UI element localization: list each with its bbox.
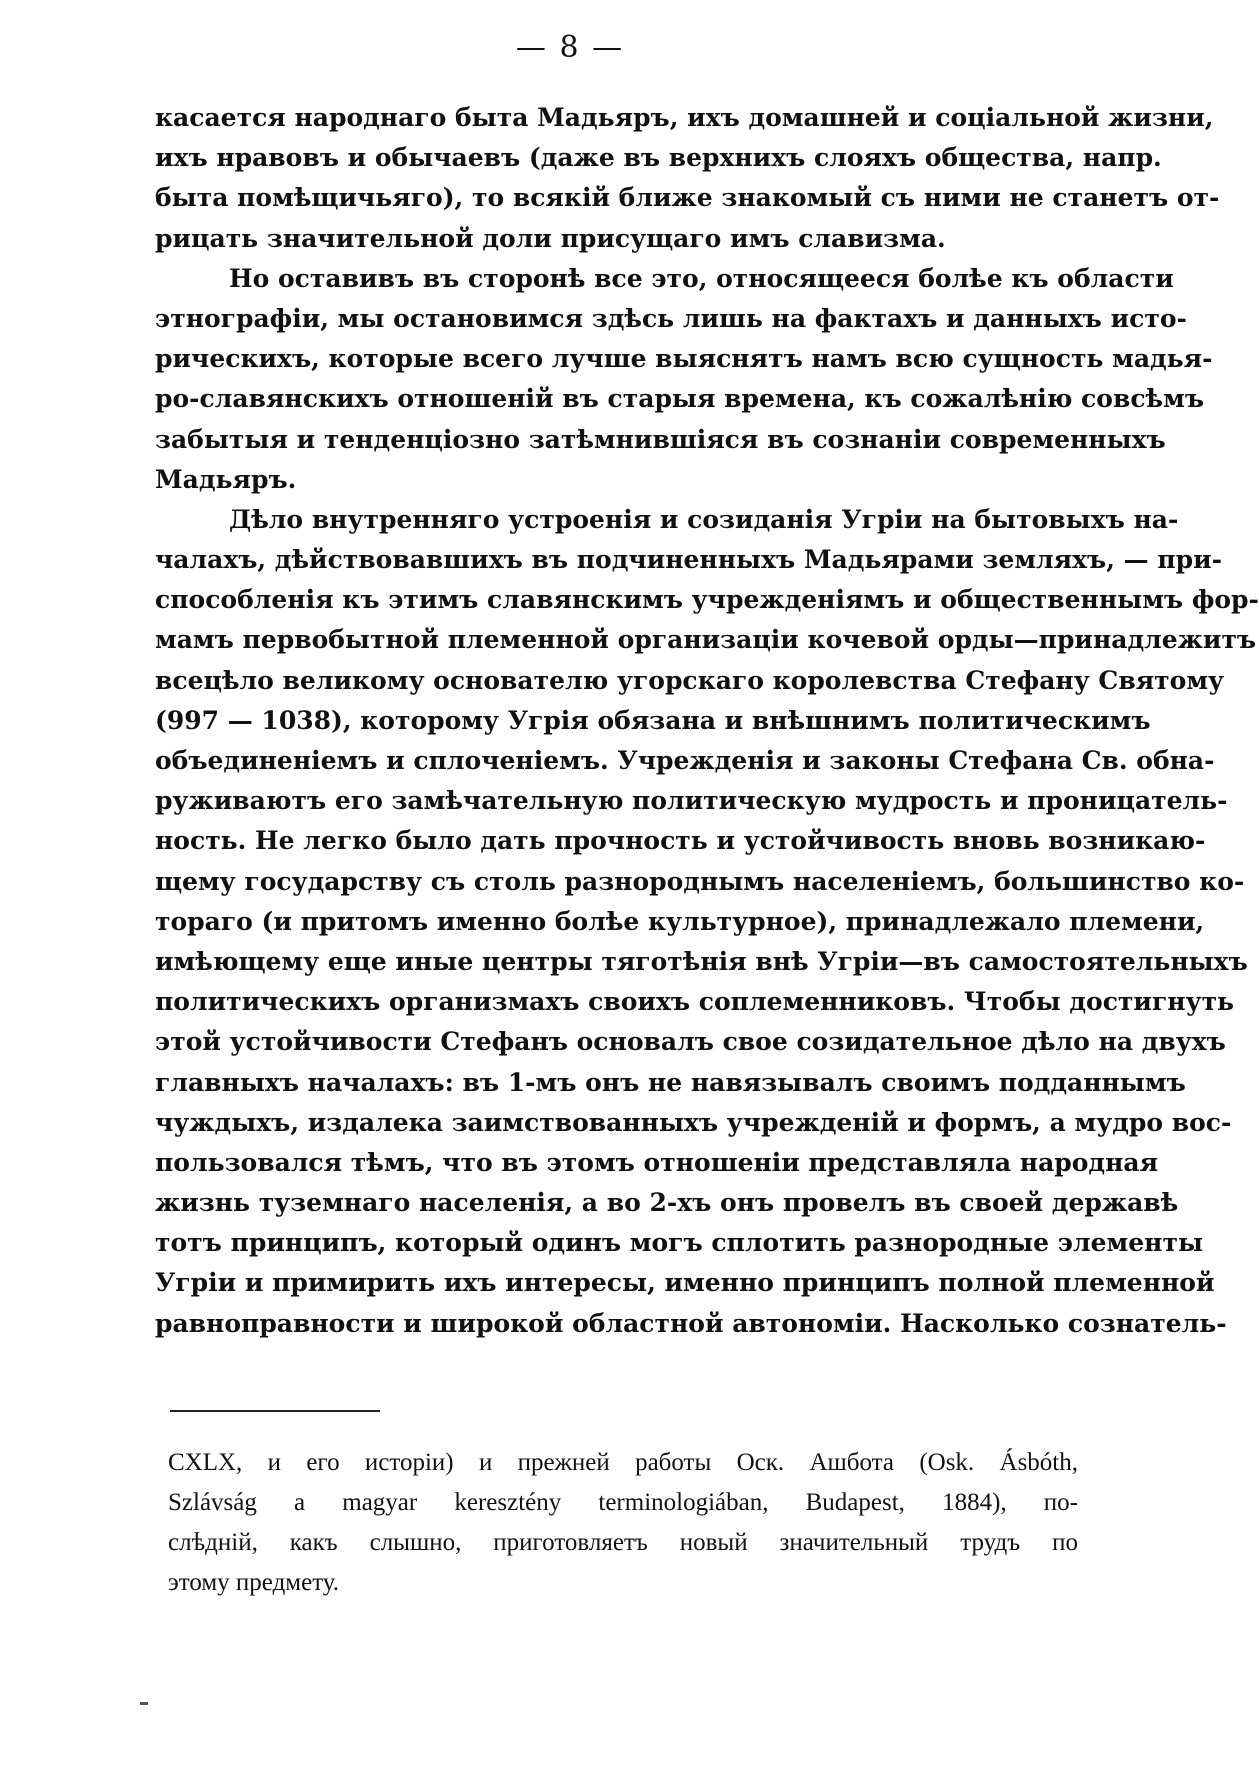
footnote-line: слѣдній, какъ слышно, приготовляетъ новый значительный трудъ по <box>168 1529 1078 1556</box>
text-line: способленія къ этимъ славянскимъ учрежденіямъ и общественнымъ фор- <box>155 585 1259 615</box>
footnote-divider <box>170 1410 380 1412</box>
text-line: мамъ первобытной племенной организаціи кочевой орды—принадлежитъ <box>155 625 1257 655</box>
footnote-line: Szlávság a magyar keresztény terminologiában, Budapest, 1884), по- <box>168 1489 1078 1516</box>
footnote-line: CXLX, и его исторіи) и прежней работы Оск. Ашбота (Osk. Ásbóth, <box>168 1449 1078 1476</box>
text-line: всецѣло великому основателю угорскаго королевства Стефану Святому <box>155 665 1225 695</box>
text-line: тотъ принципъ, который одинъ могъ сплотить разнородные элементы <box>155 1228 1204 1258</box>
text-line: равноправности и широкой областной автономіи. Насколько сознатель- <box>155 1308 1227 1338</box>
text-line: пользовался тѣмъ, что въ этомъ отношеніи представляла народная <box>155 1147 1159 1177</box>
main-text <box>155 98 1259 1344</box>
footnote-block <box>168 1443 1078 1603</box>
text-line: касается народнаго быта Мадьяръ, ихъ домашней и соціальной жизни, <box>155 103 1214 132</box>
text-line: жизнь туземнаго населенія, а во 2-хъ онъ провелъ въ своей державѣ <box>155 1188 1179 1218</box>
page-number: — 8 — <box>515 30 625 65</box>
footnote-line: этому предмету. <box>168 1569 340 1596</box>
text-line: тораго (и притомъ именно болѣе культурное), принадлежало племени, <box>155 906 1205 936</box>
text-line: ро-славянскихъ отношеній въ старыя времена, къ сожалѣнію совсѣмъ <box>155 384 1205 414</box>
text-line: рицать значительной доли присущаго имъ славизма. <box>155 223 946 253</box>
text-line: этой устойчивости Стефанъ основалъ свое созидательное дѣло на двухъ <box>155 1027 1226 1057</box>
text-line: чуждыхъ, издалека заимствованныхъ учрежденій и формъ, а мудро вос- <box>155 1107 1232 1137</box>
text-line: Но оставивъ въ сторонѣ все это, относящееся болѣе къ области <box>229 263 1174 293</box>
text-line: Угріи и примирить ихъ интересы, именно принципъ полной племенной <box>155 1268 1215 1298</box>
text-line: главныхъ началахъ: въ 1-мъ онъ не навязывалъ своимъ подданнымъ <box>155 1067 1186 1097</box>
text-line: забытыя и тенденціозно затѣмнившіяся въ сознаніи современныхъ <box>155 424 1166 454</box>
text-line: руживаютъ его замѣчательную политическую мудрость и проницатель- <box>155 786 1228 816</box>
text-line: объединеніемъ и сплоченіемъ. Учрежденія и законы Стефана Св. обна- <box>155 746 1215 775</box>
text-line: щему государству съ столь разнороднымъ населеніемъ, большинство ко- <box>155 866 1245 896</box>
text-line: политическихъ организмахъ своихъ соплеменниковъ. Чтобы достигнуть <box>155 987 1235 1017</box>
text-line: чалахъ, дѣйствовавшихъ въ подчиненныхъ Мадьярами земляхъ, — при- <box>155 545 1223 575</box>
text-line: быта помѣщичьяго), то всякій ближе знакомый съ ними не станетъ от- <box>155 183 1220 213</box>
text-line: этнографіи, мы остановимся здѣсь лишь на фактахъ и данныхъ исто- <box>155 303 1187 333</box>
text-line: рическихъ, которые всего лучше выяснятъ намъ всю сущность мадья- <box>155 344 1213 374</box>
text-line: ность. Не легко было дать прочность и устойчивость вновь возникаю- <box>155 826 1206 856</box>
text-line: ихъ нравовъ и обычаевъ (даже въ верхнихъ слояхъ общества, напр. <box>155 143 1162 173</box>
text-line: Мадьяръ. <box>155 464 297 494</box>
text-line: Дѣло внутренняго устроенія и созиданія Угріи на бытовыхъ на- <box>229 504 1179 534</box>
text-line: (997 — 1038), которому Угрія обязана и внѣшнимъ политическимъ <box>155 705 1151 735</box>
print-speck <box>140 1702 148 1705</box>
text-line: имѣющему еще иные центры тяготѣнія внѣ Угріи—въ самостоятельныхъ <box>155 946 1248 976</box>
